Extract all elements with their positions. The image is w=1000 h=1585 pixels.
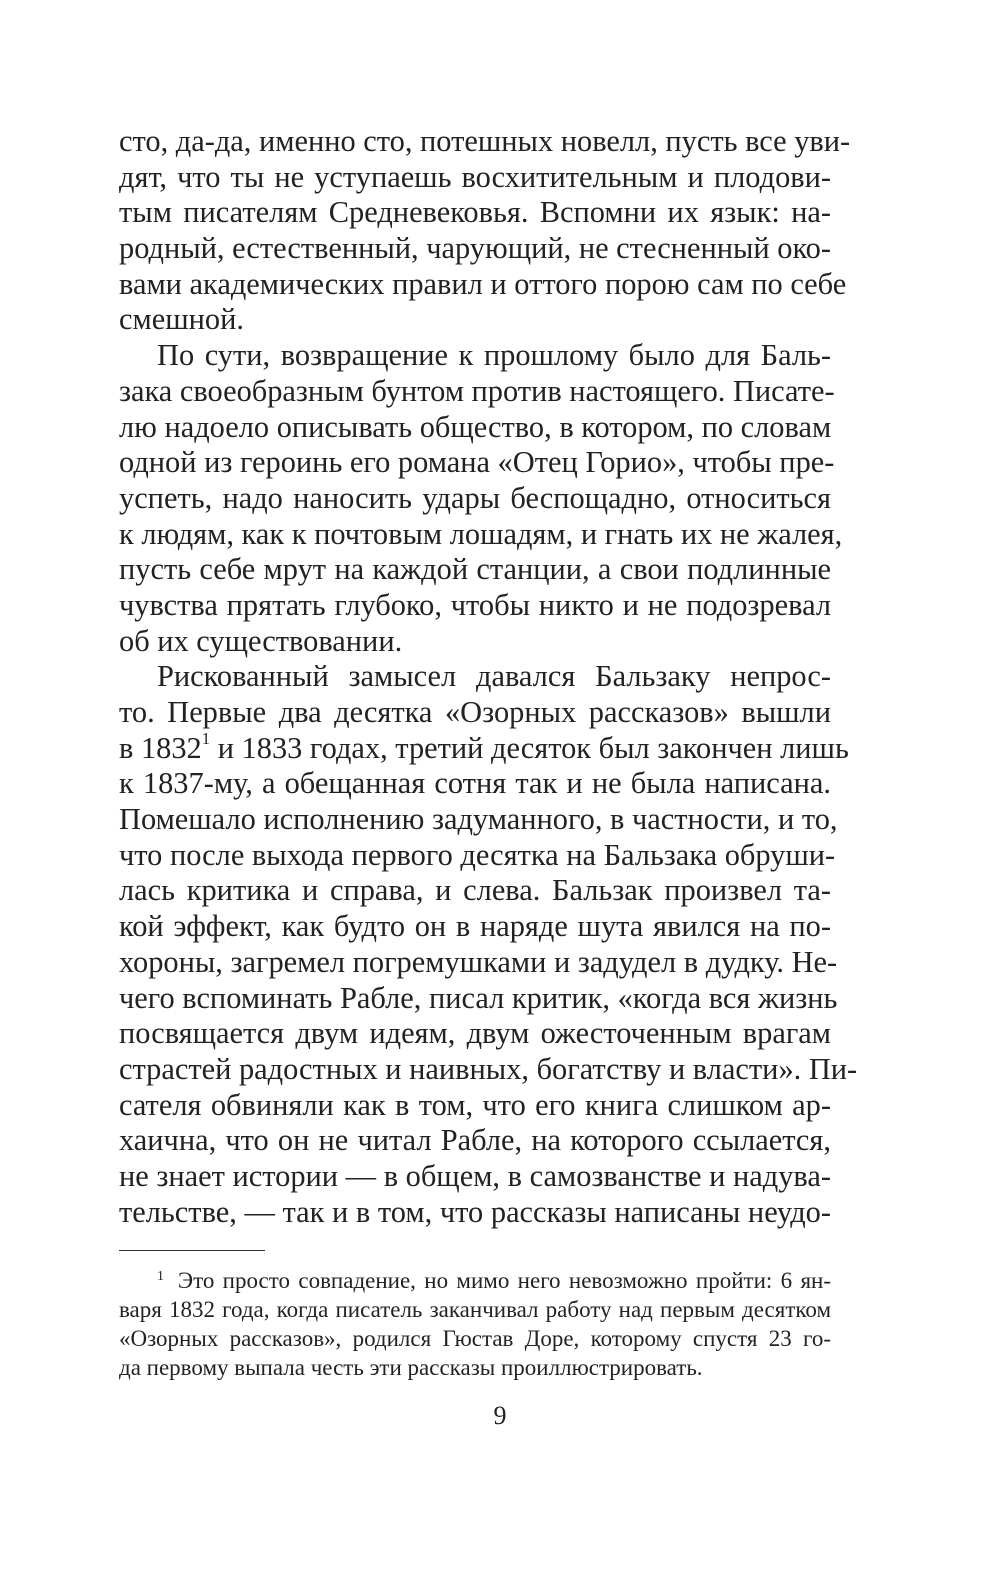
text-fragment: и 1833 годах, третий десяток был закончен лишь [210, 730, 849, 765]
footnote-line: варя 1832 года, когда писатель заканчивал работу над первым десятком [119, 1297, 831, 1322]
text-line: смешной. [119, 302, 244, 337]
text-line: лю надоело описывать общество, в котором, по словам [119, 409, 832, 444]
text-line: чего вспоминать Рабле, писал критик, «когда вся жизнь [119, 980, 838, 1015]
text-line: посвящается двум идеям, двум ожесточенным врагам [119, 1016, 831, 1051]
text-line: зака своеобразным бунтом против настоящего. Писате- [119, 373, 835, 408]
text-line-with-footnote-ref [119, 728, 849, 767]
text-line: тельстве, — так и в том, что рассказы написаны неудо- [119, 1194, 831, 1229]
footnote-text: Это просто совпадение, но мимо него невозможно пройти: 6 ян- [177, 1268, 831, 1293]
text-fragment: в 1832 [119, 730, 202, 765]
text-line: что после выхода первого десятка на Бальзака обруши- [119, 837, 836, 872]
text-line: успеть, надо наносить удары беспощадно, относиться [119, 480, 831, 515]
text-line: сто, да-да, именно сто, потешных новелл, пусть все уви- [119, 124, 851, 158]
footnote-marker: 1 [157, 1267, 164, 1283]
footnote-reference[interactable]: 1 [201, 728, 211, 748]
text-line: чувства прятать глубоко, чтобы никто и не подозревал [119, 587, 831, 622]
text-line: Помешало исполнению задуманного, в частности, и то, [119, 802, 838, 837]
text-line: пусть себе мрут на каждой станции, а свои подлинные [119, 552, 831, 587]
text-line: об их существовании. [119, 623, 403, 658]
text-line: к 1837-му, а обещанная сотня так и не была написана. [119, 766, 831, 801]
text-line: дят, что ты не уступаешь восхитительным и плодови- [119, 159, 831, 194]
text-line: не знает истории — в общем, в самозванстве и надува- [119, 1158, 831, 1193]
text-line: лась критика и справа, и слева. Бальзак произвел та- [119, 873, 831, 908]
text-line: кой эффект, как будто он в наряде шута явился на по- [119, 909, 831, 944]
footnote-divider [119, 1250, 265, 1251]
text-line: По сути, возвращение к прошлому было для Баль- [157, 338, 831, 373]
text-line: Рискованный замысел давался Бальзаку непрос- [157, 659, 831, 694]
main-text [119, 124, 858, 1230]
text-line: сателя обвиняли как в том, что его книга слишком ар- [119, 1087, 831, 1122]
text-line: к людям, как к почтовым лошадям, и гнать их не жалея, [119, 516, 843, 551]
footnote-line: да первому выпала честь эти рассказы проиллюстрировать. [119, 1355, 703, 1380]
text-line: тым писателям Средневековья. Вспомни их язык: на- [119, 195, 831, 230]
text-line: хаична, что он не читал Рабле, на которого ссылается, [119, 1123, 831, 1158]
footnote-line [119, 1266, 831, 1295]
text-line: вами академических правил и оттого порою сам по себе [119, 266, 847, 301]
text-line: страстей радостных и наивных, богатству и власти». Пи- [119, 1051, 858, 1086]
text-line: родный, естественный, чарующий, не стесненный око- [119, 231, 831, 266]
text-line: хороны, загремел погремушками и задудел в дудку. Не- [119, 944, 838, 979]
page-number: 9 [493, 1401, 507, 1430]
text-line: одной из героинь его романа «Отец Горио», чтобы пре- [119, 445, 835, 480]
text-line: то. Первые два десятка «Озорных рассказов» вышли [119, 695, 831, 729]
footnote [119, 1266, 831, 1382]
footnote-line: «Озорных рассказов», родился Гюстав Доре, которому спустя 23 го- [119, 1326, 831, 1351]
